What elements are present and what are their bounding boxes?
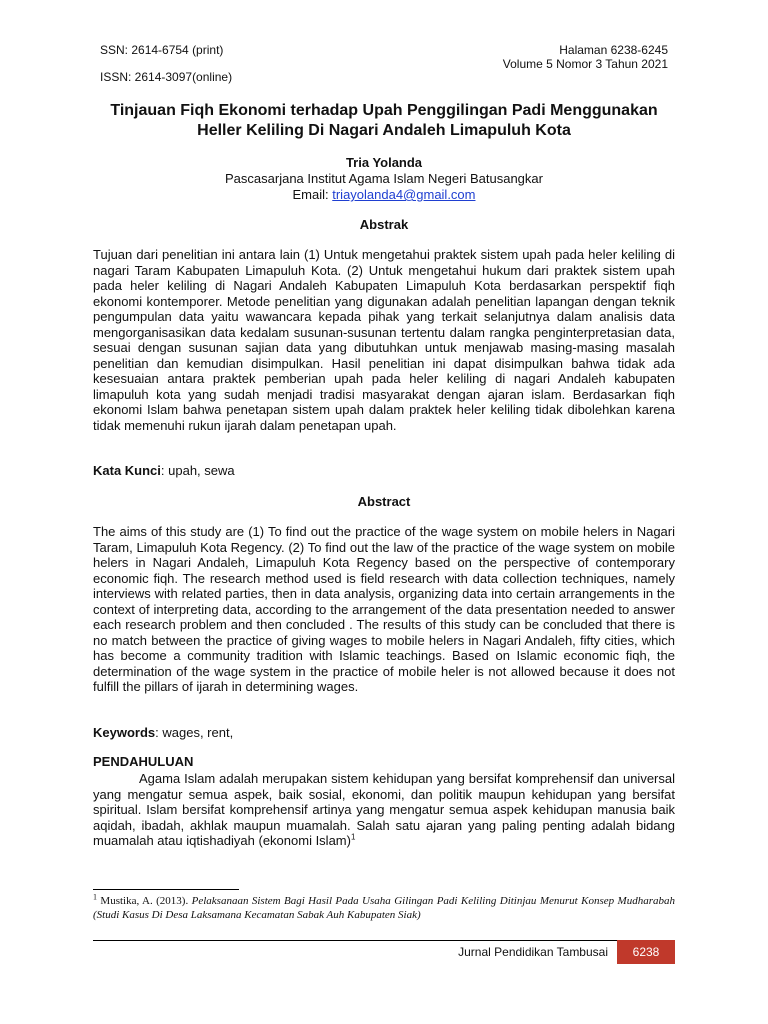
abstract-body: The aims of this study are (1) To find out the practice of the wage system on mobile helers in Nagari Taram, Limapuluh Kota Regency. (2) To find out the law of the practice of the wage system on mobile helers in Nagari Andaleh, Limapuluh Kota Regency based on the perspective of contemporary economic fiqh. The research method used is field research with data collection techniques, namely interviews with related parties, then in data analysis, organizing data into certain arrangements in the context of interpreting data, according to the arrangement of the data presentation needed to answer each research problem and then concluded . The results of this study can be concluded that there is no match between the practice of giving wages to mobile helers in Nagari Andaleh, fifty cities, which has become a community tradition with Islamic teachings. Based on Islamic economic fiqh, the determination of the wage system in the practice of mobile heler is not allowed because it does not fulfill the pillars of ijarah in determining wages.: [93, 524, 675, 694]
issue-info: [503, 43, 668, 71]
footer-divider: [93, 940, 675, 941]
paper-title: Tinjauan Fiqh Ekonomi terhadap Upah Penggilingan Padi Menggunakan Heller Keliling Di Nagari Andaleh Limapuluh Kota: [110, 102, 658, 139]
kata-kunci-label: Kata Kunci: [93, 463, 161, 478]
page-range: Halaman 6238-6245: [559, 43, 668, 57]
footnote-ref[interactable]: 1: [350, 832, 356, 842]
keywords: [93, 725, 233, 741]
keywords-values: : wages, rent,: [155, 725, 234, 740]
abstract-heading: Abstract: [357, 494, 411, 509]
author-block: [93, 155, 675, 203]
footnote-author: Mustika, A. (2013).: [97, 895, 192, 907]
footnote: [93, 894, 675, 922]
author-affiliation: Pascasarjana Institut Agama Islam Negeri Batusangkar: [225, 171, 543, 186]
kata-kunci: [93, 463, 235, 479]
pendahuluan-body: [93, 771, 675, 849]
author-email-line: [93, 187, 675, 203]
issn-online: ISSN: 2614-3097(online): [100, 70, 233, 84]
footnote-title: Pelaksanaan Sistem Bagi Hasil Pada Usaha Gilingan Padi Keliling Ditinjau Menurut Konsep Mudharabah (Studi Kasus Di Desa Laksamana Kecamatan Sabak Auh Kabupaten Siak): [93, 895, 675, 921]
kata-kunci-values: : upah, sewa: [160, 463, 235, 478]
pendahuluan-heading: PENDAHULUAN: [93, 754, 194, 769]
abstrak-heading: Abstrak: [359, 217, 409, 232]
pendahuluan-text: Agama Islam adalah merupakan sistem kehidupan yang bersifat komprehensif dan universal yang mengatur semua aspek, baik sosial, ekonomi, dan politik maupun kehidupan yang bersifat spiritual. Islam bersifat komprehensif artinya yang mengatur semua aspek kehidupan manusia baik aqidah, ibadah, akhlak maupun muamalah. Salah satu ajaran yang paling penting adalah bidang muamalah atau iqtishadiyah (ekonomi Islam): [93, 771, 675, 848]
abstrak-body: Tujuan dari penelitian ini antara lain (1) Untuk mengetahui praktek sistem upah pada heler keliling di nagari Taram Kabupaten Limapuluh Kota. (2) Untuk mengetahui hukum dari praktek sistem upah pada heler keliling di Nagari Andaleh Kabupaten Limapuluh Kota berdasarkan perspektif fiqh ekonomi kontemporer. Metode penelitian yang digunakan adalah penelitian lapangan dengan teknik pengumpulan data yaitu wawancara kepada pihak yang terkait selanjutnya dalam analisis data mengorganisasikan data kedalam susunan-susunan tertentu dalam rangka penginterpretasian data, sesuai dengan susunan sajian data yang dibutuhkan untuk menjawab masing-masing masalah penelitian dan kemudian disimpulkan. Hasil penelitian ini dapat disimpulkan bahwa tidak ada kesesuaian antara praktek pemberian upah pada heler keliling di nagari Andaleh kabupaten limapuluh kota yang sudah menjadi tradisi masyarakat dengan ajaran islam. Berdasarkan fiqh ekonomi Islam bahwa penetapan sistem upah dalam praktek heler keliling tidak dibolehkan karena tidak memenuhi rukun ijarah dalam penetapan upah.: [93, 247, 675, 433]
footnote-number: 1: [93, 892, 97, 902]
journal-name: Jurnal Pendidikan Tambusai: [458, 945, 608, 959]
volume-info: Volume 5 Nomor 3 Tahun 2021: [502, 57, 668, 71]
author-name: Tria Yolanda: [345, 155, 423, 170]
email-link[interactable]: triayolanda4@gmail.com: [332, 187, 476, 202]
email-label: Email:: [292, 187, 333, 202]
page-number-badge: 6238: [617, 940, 675, 964]
footnote-divider: [93, 889, 239, 890]
keywords-label: Keywords: [93, 725, 156, 740]
issn-print: SSN: 2614-6754 (print): [100, 43, 224, 57]
